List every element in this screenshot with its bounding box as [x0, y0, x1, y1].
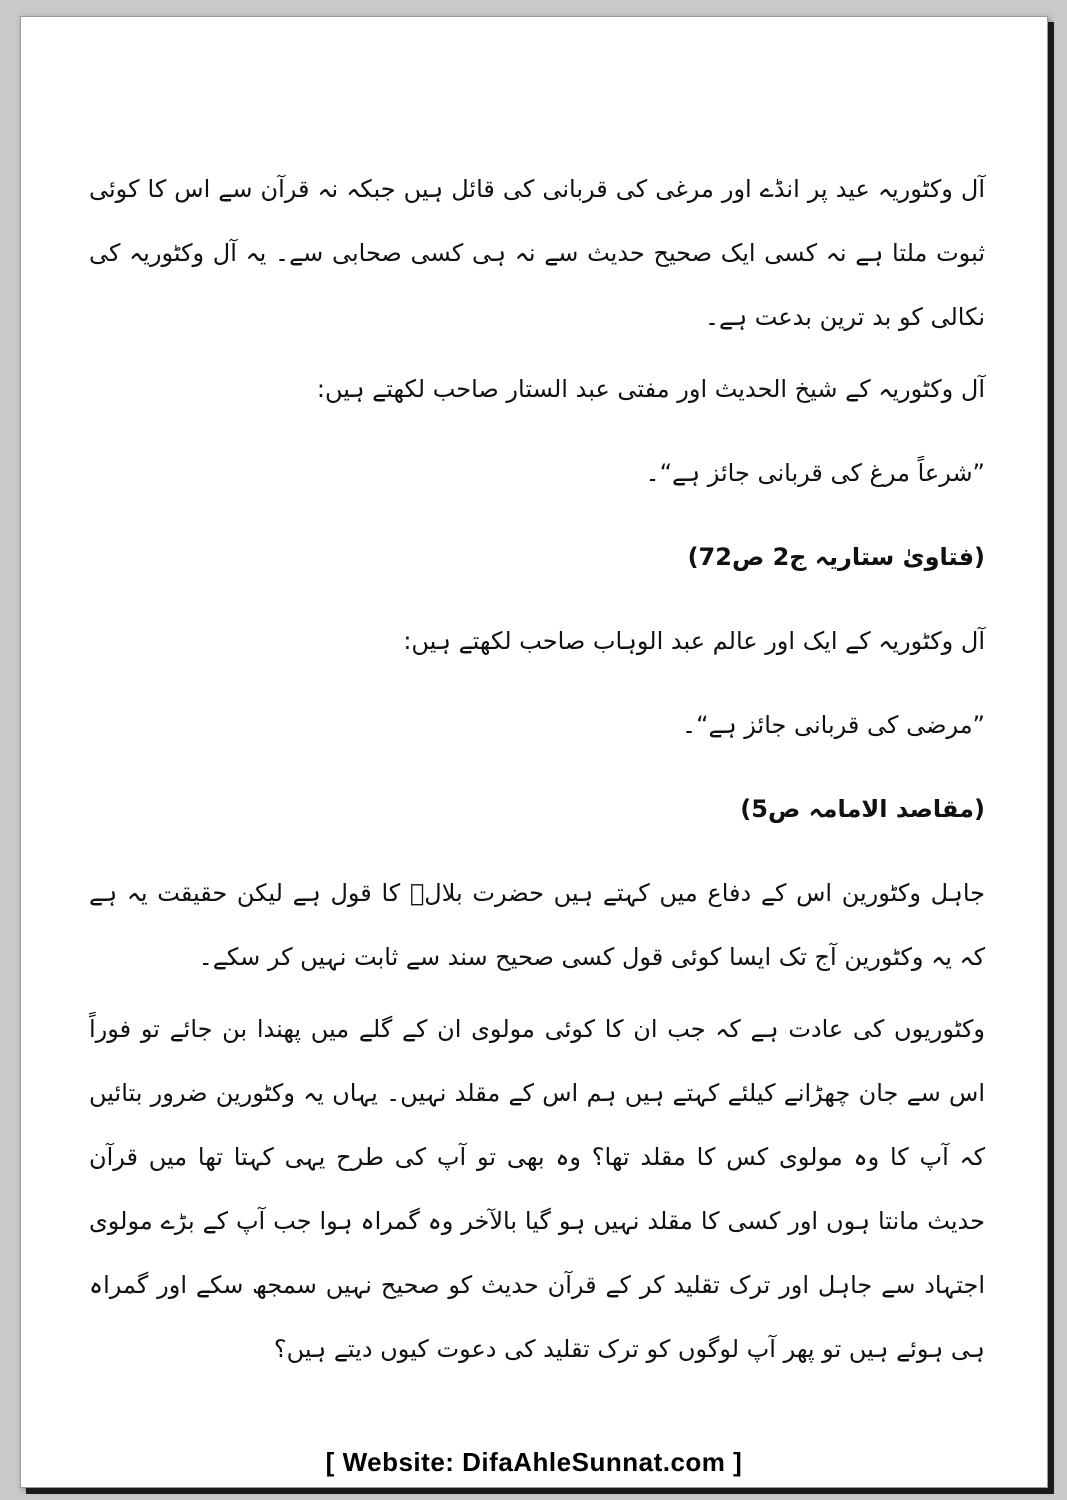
spacer — [89, 841, 985, 861]
paragraph-5: وکٹوریوں کی عادت ہے کہ جب ان کا کوئی مولوی ان کے گلے میں پھندا بن جائے تو فوراً اس سے جان چھڑانے کیلئے کہتے ہیں ہم اس کے مقلد نہیں۔ یہاں یہ وکٹورین ضرور بتائیں کہ آپ کا وہ مولوی کس کا مقلد تھا؟ وہ بھی تو آپ کی طرح یہی کہتا تھا میں قرآن حدیث مانتا ہوں اور کسی کا مقلد نہیں ہو گیا بالآخر وہ گمراہ ہوا جب آپ کے بڑے مولوی اجتہاد سے جاہل اور ترک تقلید کر کے قرآن حدیث کو صحیح نہیں سمجھ سکے اور گمراہ ہی ہوئے ہیں تو پھر آپ لوگوں کو ترک تقلید کی دعوت کیوں دیتے ہیں؟ — [89, 1015, 985, 1363]
spacer — [89, 989, 985, 997]
footer-open-bracket: [ — [325, 1447, 335, 1477]
footer-close-bracket: ] — [733, 1447, 743, 1477]
paragraph-3: آل وکٹوریہ کے ایک اور عالم عبد الوہاب صاحب لکھتے ہیں: — [403, 627, 985, 655]
footer-website-label[interactable]: Website: DifaAhleSunnat.com — [342, 1447, 726, 1477]
quote-2: ”مرضی کی قربانی جائز ہے“۔ — [682, 711, 985, 739]
document-page — [20, 16, 1048, 1488]
spacer — [89, 757, 985, 777]
spacer — [89, 673, 985, 693]
quote-1: ”شرعاً مرغ کی قربانی جائز ہے“۔ — [645, 459, 985, 487]
document-body — [89, 157, 985, 1381]
spacer — [89, 349, 985, 357]
spacer — [89, 505, 985, 525]
reference-2: (مقاصد الامامہ ص5) — [740, 795, 985, 823]
reference-1: (فتاویٰ ستاریہ ج2 ص72) — [687, 543, 985, 571]
website-footer — [21, 1447, 1047, 1478]
paragraph-4: جاہل وکٹورین اس کے دفاع میں کہتے ہیں حضرت بلالؓ کا قول ہے لیکن حقیقت یہ ہے کہ یہ وکٹورین آج تک ایسا کوئی قول کسی صحیح سند سے ثابت نہیں کر سکے۔ — [89, 879, 985, 971]
paragraph-1: آل وکٹوریہ عید پر انڈے اور مرغی کی قربانی کی قائل ہیں جبکہ نہ قرآن سے اس کا کوئی ثبوت ملتا ہے نہ کسی ایک صحیح حدیث سے نہ ہی کسی صحابی سے۔ یہ آل وکٹوریہ کی نکالی کو بد ترین بدعت ہے۔ — [89, 175, 986, 331]
spacer — [89, 421, 985, 441]
spacer — [89, 589, 985, 609]
paragraph-2: آل وکٹوریہ کے شیخ الحدیث اور مفتی عبد الستار صاحب لکھتے ہیں: — [316, 375, 985, 403]
